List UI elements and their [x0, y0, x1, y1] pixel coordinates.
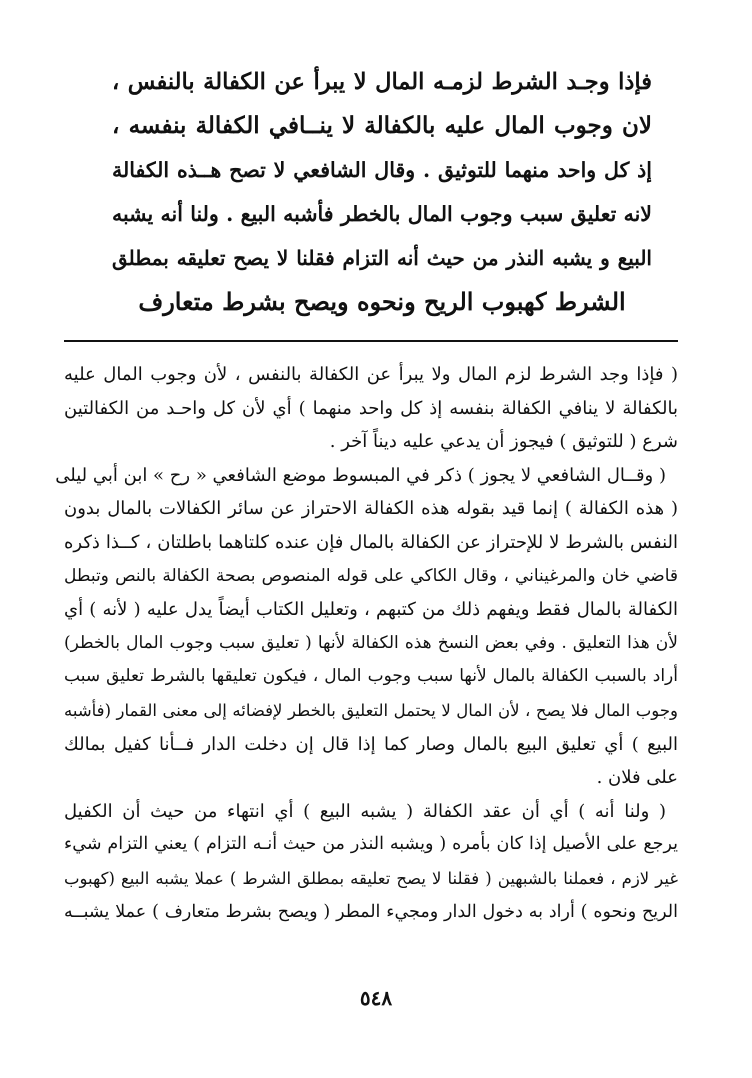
main-text-block [112, 60, 652, 324]
commentary-line: يرجع على الأصيل إذا كان بأمره ( ويشبه النذر من حيث أنـه التزام ) يعني التزام شيء [64, 834, 678, 855]
main-text-line: إذ كل واحد منهما للتوثيق . وقال الشافعي لا تصح هــذه الكفالة [112, 158, 652, 182]
main-text-line: لان وجوب المال عليه بالكفالة لا ينــافي الكفالة بنفسه ، [112, 112, 652, 139]
commentary-line: أراد بالسبب الكفالة بالمال لأنها سبب وجوب المال ، فيكون تعليقها بالشرط تعليق سبب [64, 666, 678, 687]
commentary-line: شرع ( للتوثيق ) فيجوز أن يدعي عليه ديناً آخر . [329, 431, 678, 453]
commentary-line: النفس بالشرط لا للإحتراز عن الكفالة بالمال فإن عنده كلتاهما باطلتان ، كــذا ذكره [64, 531, 678, 553]
main-text-line: فإذا وجـد الشرط لزمـه المال لا يبرأ عن الكفالة بالنفس ، [112, 69, 652, 95]
commentary-line: على فلان . [596, 767, 678, 789]
commentary-line: غير لازم ، فعملنا بالشبهين ( فقلنا لا يصح تعليقه بمطلق الشرط ) عملا يشبه البيع (كهبوب [64, 868, 678, 888]
commentary-line: الريح ونحوه ) أراد به دخول الدار ومجيء المطر ( ويصح بشرط متعارف ) عملا يشبــه [64, 901, 678, 922]
commentary-line: الكفالة بالمال فقط ويفهم ذلك من كتبهم ، وتعليل الكتاب أيضاً يدل عليه ( لأنه ) أي [64, 599, 678, 621]
main-text-line: لانه تعليق سبب وجوب المال بالخطر فأشبه البيع . ولنا أنه يشبه [112, 202, 652, 226]
commentary-line: ( فإذا وجد الشرط لزم المال ولا يبرأ عن الكفالة بالنفس ، لأن وجوب المال عليه [64, 364, 678, 385]
commentary-line: قاضي خان والمرغيناني ، وقال الكاكي على قوله المنصوص بصحة الكفالة بالنص وتبطل [64, 565, 678, 586]
main-text-line: الشرط كهبوب الريح ونحوه ويصح بشرط متعارف [138, 287, 626, 316]
separator-rule [64, 340, 678, 342]
commentary-line: بالكفالة لا ينافي الكفالة بنفسه إذ كل واحد منهما ) أي لأن كل واحـد من الكفالتين [64, 397, 678, 419]
commentary-line: ( وقــال الشافعي لا يجوز ) ذكر في المبسوط موضع الشافعي « رح » ابن أبي ليلى [55, 464, 666, 486]
commentary-line: ( ولنا أنه ) أي أن عقد الكفالة ( يشبه البيع ) أي انتهاء من حيث أن الكفيل [64, 800, 666, 822]
page-number: ٥٤٨ [359, 986, 393, 1010]
commentary-line: لأن هذا التعليق . وفي بعض النسخ هذه الكفالة لأنها ( تعليق سبب وجوب المال بالخطر) [64, 632, 678, 653]
commentary-line: ( هذه الكفالة ) إنما قيد بقوله هذه الكفالة الاحتراز عن سائر الكفالات بالمال بدون [64, 498, 678, 520]
commentary-line: البيع ) أي تعليق البيع بالمال وصار كما إذا قال إن دخلت الدار فــأنا كفيل بمالك [64, 733, 678, 755]
commentary-line: وجوب المال فلا يصح ، لأن المال لا يحتمل التعليق بالخطر لإفضائه إلى معنى القمار (فأشبه [64, 700, 678, 720]
main-text-line: البيع و يشبه النذر من حيث أنه التزام فقلنا لا يصح تعليقه بمطلق [112, 246, 652, 270]
commentary-block [55, 358, 678, 929]
